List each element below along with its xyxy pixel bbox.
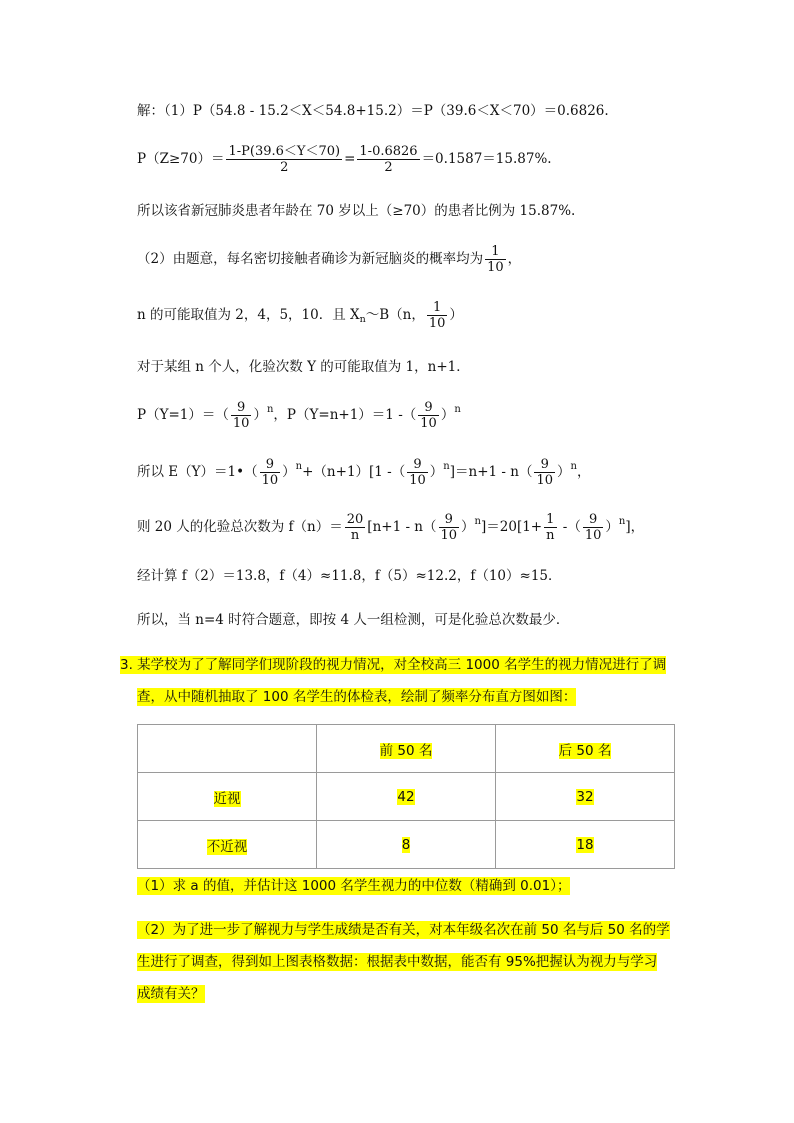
question-2-line-1 — [137, 920, 670, 940]
solution-line-5-prefix: n 的可能取值为 2，4，5，10．且 X — [137, 307, 360, 323]
table-cell-text: 18 — [576, 836, 594, 853]
question-2-text: （2）为了进一步了解视力与学生成绩是否有关，对本年级名次在前 50 名与后 50 名的学 — [137, 922, 670, 938]
fraction-numerator: 9 — [260, 457, 281, 473]
solution-line-4-suffix: ， — [507, 251, 522, 267]
superscript: n — [266, 404, 274, 415]
fraction-denominator: n — [546, 528, 555, 543]
fraction — [418, 400, 439, 431]
superscript: n — [443, 461, 450, 472]
fraction-numerator: 1 — [485, 244, 506, 260]
question-1 — [137, 876, 570, 896]
superscript: n — [618, 516, 626, 527]
text-segment: ]＝n+1 - n（ — [449, 464, 533, 480]
text-segment: ]， — [625, 519, 645, 535]
text-segment: +（n+1）[1 -（ — [302, 464, 406, 480]
solution-line-7 — [137, 400, 461, 431]
text-segment: ） — [282, 464, 296, 480]
solution-line-4 — [137, 244, 521, 275]
solution-line-3: 所以该省新冠肺炎患者年龄在 70 岁以上（≥70）的患者比例为 15.87%. — [137, 203, 576, 219]
table-cell — [317, 773, 496, 821]
solution-line-5-suffix: ） — [449, 307, 463, 323]
table-header-text: 前 50 名 — [379, 742, 433, 759]
fraction-numerator: 9 — [439, 512, 460, 528]
solution-line-2-prefix: P（Z≥70）＝ — [137, 151, 225, 167]
problem-3-line-2 — [137, 687, 576, 707]
problem-3-text: 查，从中随机抽取了 100 名学生的体检表，绘制了频率分布直方图如图： — [137, 689, 577, 705]
problem-3-line-1 — [120, 655, 666, 675]
solution-line-4-prefix: （2）由题意，每名密切接触者确诊为新冠脑炎的概率均为 — [137, 251, 484, 267]
table-cell — [496, 821, 675, 869]
table-cell — [317, 821, 496, 869]
text-segment: ） — [429, 464, 444, 480]
fraction-numerator: 9 — [418, 400, 439, 416]
question-2-text: 生进行了调查，得到如上图表格数据：根据表中数据，能否有 95%把握认为视力与学习 — [137, 954, 658, 970]
fraction-numerator: 9 — [407, 457, 428, 473]
question-2-line-3 — [137, 984, 205, 1004]
table-cell-text: 8 — [401, 836, 411, 853]
table-cell-text: 不近视 — [206, 838, 248, 855]
fraction-numerator: 1 — [427, 300, 448, 316]
table-header-cell — [138, 725, 317, 773]
fraction — [226, 144, 342, 175]
fraction-denominator: 10 — [584, 528, 602, 543]
table-row — [138, 773, 675, 821]
text-segment: -（ — [558, 519, 581, 535]
text-segment: 则 20 人的化验总次数为 f（n）＝ — [137, 519, 343, 535]
fraction-numerator: 1 — [544, 512, 556, 528]
fraction-numerator: 1-P(39.6＜Y＜70) — [228, 144, 341, 159]
question-2-line-2 — [137, 952, 657, 972]
solution-line-6: 对于某组 n 个人，化验次数 Y 的可能取值为 1，n+1． — [137, 359, 470, 375]
problem-3-text: 3. 某学校为了了解同学们现阶段的视力情况，对全校高三 1000 名学生的视力情况进行了调 — [120, 657, 667, 673]
table-cell-text: 32 — [576, 788, 594, 805]
text-segment: [n+1 - n（ — [367, 519, 437, 535]
text-segment: ]＝20[1+ — [481, 519, 543, 535]
superscript: n — [295, 461, 303, 472]
fraction-numerator: 9 — [534, 457, 555, 473]
fraction-denominator: 10 — [261, 473, 279, 488]
solution-line-5 — [137, 300, 463, 331]
fraction — [485, 244, 506, 275]
equals-sign: = — [344, 151, 356, 167]
fraction-denominator: 10 — [409, 473, 426, 488]
table-row — [138, 821, 675, 869]
fraction-denominator: 10 — [232, 416, 250, 431]
solution-line-1: 解：（1）P（54.8 - 15.2＜X＜54.8+15.2）＝P（39.6＜X＜70）＝0.6826. — [137, 103, 609, 119]
text-segment: ） — [440, 407, 455, 423]
text-segment: ， — [576, 464, 591, 480]
fraction — [407, 457, 428, 488]
solution-line-9 — [137, 512, 644, 543]
solution-line-2-suffix: ＝0.1587＝15.87%. — [421, 151, 552, 167]
text-segment: ） — [461, 519, 475, 535]
table-cell — [138, 821, 317, 869]
fraction — [544, 512, 556, 543]
text-segment: P（Y=1）＝（ — [137, 407, 229, 423]
question-1-text: （1）求 a 的值，并估计这 1000 名学生视力的中位数（精确到 0.01）； — [137, 878, 571, 894]
superscript: n — [474, 516, 481, 527]
solution-line-5-mid: ～B（n， — [365, 307, 425, 323]
superscript: n — [454, 404, 461, 415]
table-header-text: 后 50 名 — [558, 742, 612, 759]
fraction-denominator: 2 — [384, 160, 393, 175]
fraction-denominator: 2 — [280, 160, 289, 175]
solution-line-2 — [137, 144, 552, 175]
superscript: n — [570, 461, 577, 472]
fraction — [534, 457, 555, 488]
fraction — [427, 300, 448, 331]
fraction-numerator: 1-0.6826 — [359, 144, 418, 159]
text-segment: 所以 E（Y）＝1•（ — [137, 464, 258, 480]
solution-line-8 — [137, 457, 590, 488]
fraction — [439, 512, 460, 543]
fraction-numerator: 9 — [231, 400, 252, 416]
text-segment: ） — [605, 519, 619, 535]
solution-line-10: 经计算 f（2）＝13.8，f（4）≈11.8，f（5）≈12.2，f（10）≈15． — [137, 568, 562, 584]
table-cell-text: 近视 — [213, 790, 241, 807]
text-segment: ） — [557, 464, 571, 480]
fraction-denominator: n — [350, 528, 360, 543]
fraction-denominator: 10 — [487, 260, 504, 275]
solution-line-11: 所以，当 n=4 时符合题意，即按 4 人一组检测，可是化验总次数最少． — [137, 612, 570, 628]
table-cell-text: 42 — [397, 788, 415, 805]
fraction — [345, 512, 366, 543]
fraction — [231, 400, 252, 431]
table-header-cell — [317, 725, 496, 773]
fraction-numerator: 20 — [346, 512, 364, 527]
subscript: n — [359, 314, 366, 325]
fraction-denominator: 10 — [536, 473, 553, 488]
fraction-denominator: 10 — [428, 316, 446, 331]
fraction-numerator: 9 — [583, 512, 604, 528]
fraction — [260, 457, 281, 488]
question-2-text: 成绩有关？ — [137, 986, 205, 1002]
fraction — [583, 512, 604, 543]
fraction-denominator: 10 — [440, 528, 458, 543]
text-segment: ） — [253, 407, 267, 423]
fraction-denominator: 10 — [420, 416, 437, 431]
table-header-row — [138, 725, 675, 773]
table-header-cell — [496, 725, 675, 773]
vision-table — [137, 724, 675, 869]
table-cell — [496, 773, 675, 821]
fraction — [357, 144, 419, 175]
text-segment: ，P（Y=n+1）＝1 -（ — [273, 407, 417, 423]
table-cell — [138, 773, 317, 821]
